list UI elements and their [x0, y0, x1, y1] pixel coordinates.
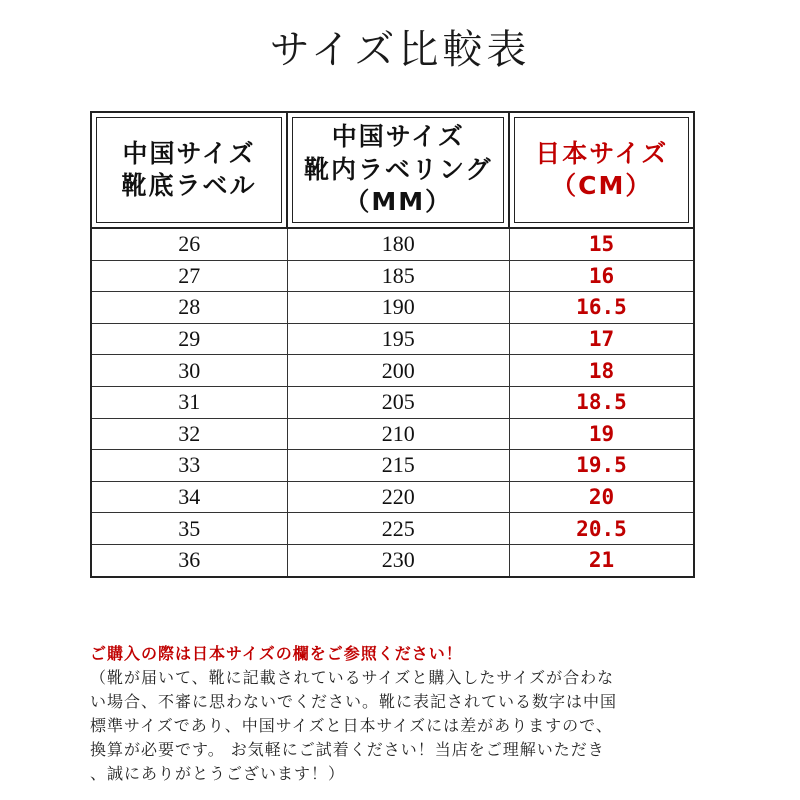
cell-china-inner-mm: 230	[287, 544, 509, 576]
notice-line: 標準サイズであり、中国サイズと日本サイズには差がありますので、	[90, 716, 613, 735]
cell-china-sole-size: 29	[91, 323, 287, 355]
cell-china-sole-size: 32	[91, 418, 287, 450]
cell-china-inner-mm: 195	[287, 323, 509, 355]
cell-japan-size-cm: 16	[509, 260, 694, 292]
table-row	[91, 418, 694, 450]
notice-line: （靴が届いて、靴に記載されているサイズと購入したサイズが合わな	[90, 668, 615, 687]
header-china-inner-label	[287, 112, 509, 228]
cell-japan-size-cm: 17	[509, 323, 694, 355]
cell-japan-size-cm: 19.5	[509, 450, 694, 482]
cell-japan-size-cm: 20	[509, 481, 694, 513]
table-row	[91, 323, 694, 355]
cell-china-sole-size: 36	[91, 544, 287, 576]
cell-china-inner-mm: 215	[287, 450, 509, 482]
header-row	[91, 112, 694, 228]
cell-china-inner-mm: 220	[287, 481, 509, 513]
cell-china-inner-mm: 225	[287, 513, 509, 545]
cell-china-sole-size: 26	[91, 228, 287, 260]
cell-japan-size-cm: 18.5	[509, 386, 694, 418]
cell-china-inner-mm: 180	[287, 228, 509, 260]
cell-china-sole-size: 35	[91, 513, 287, 545]
table-body	[91, 228, 694, 577]
cell-china-sole-size: 27	[91, 260, 287, 292]
cell-japan-size-cm: 18	[509, 355, 694, 387]
cell-japan-size-cm: 15	[509, 228, 694, 260]
cell-china-inner-mm: 205	[287, 386, 509, 418]
cell-china-sole-size: 33	[91, 450, 287, 482]
notice-section	[90, 642, 710, 786]
page-title: サイズ比較表	[269, 27, 531, 73]
cell-japan-size-cm: 20.5	[509, 513, 694, 545]
notice-line: 、誠にありがとうございます！）	[90, 764, 346, 783]
table-row	[91, 260, 694, 292]
header-japan-size	[509, 112, 694, 228]
table-row	[91, 513, 694, 545]
notice-line: 換算が必要です。 お気軽にご試着ください！当店をご理解いただき	[90, 740, 605, 759]
cell-japan-size-cm: 16.5	[509, 292, 694, 324]
table-row	[91, 544, 694, 576]
cell-japan-size-cm: 21	[509, 544, 694, 576]
table-row	[91, 292, 694, 324]
cell-china-sole-size: 30	[91, 355, 287, 387]
header-line: 靴内ラベリング	[303, 154, 493, 184]
header-line: 靴底ラベル	[121, 171, 257, 200]
table-row	[91, 481, 694, 513]
cell-china-inner-mm: 190	[287, 292, 509, 324]
table-header	[91, 112, 694, 228]
header-line: 中国サイズ	[331, 122, 465, 152]
size-comparison-table	[90, 111, 695, 578]
header-line: （MM）	[344, 187, 453, 217]
cell-china-sole-size: 34	[91, 481, 287, 513]
cell-china-inner-mm: 200	[287, 355, 509, 387]
header-line: 中国サイズ	[122, 138, 256, 168]
header-line: （CM）	[551, 171, 653, 200]
cell-japan-size-cm: 19	[509, 418, 694, 450]
cell-china-inner-mm: 210	[287, 418, 509, 450]
cell-china-sole-size: 28	[91, 292, 287, 324]
cell-china-inner-mm: 185	[287, 260, 509, 292]
table-row	[91, 450, 694, 482]
cell-china-sole-size: 31	[91, 386, 287, 418]
notice-line: い場合、不審に思わないでください。靴に表記されている数字は中国	[90, 692, 618, 711]
table-row	[91, 355, 694, 387]
header-line: 日本サイズ	[535, 138, 669, 168]
notice-warning: ご購入の際は日本サイズの欄をご参照ください！	[90, 644, 463, 663]
table-row	[91, 386, 694, 418]
table-row	[91, 228, 694, 260]
header-china-sole-label	[91, 112, 287, 228]
